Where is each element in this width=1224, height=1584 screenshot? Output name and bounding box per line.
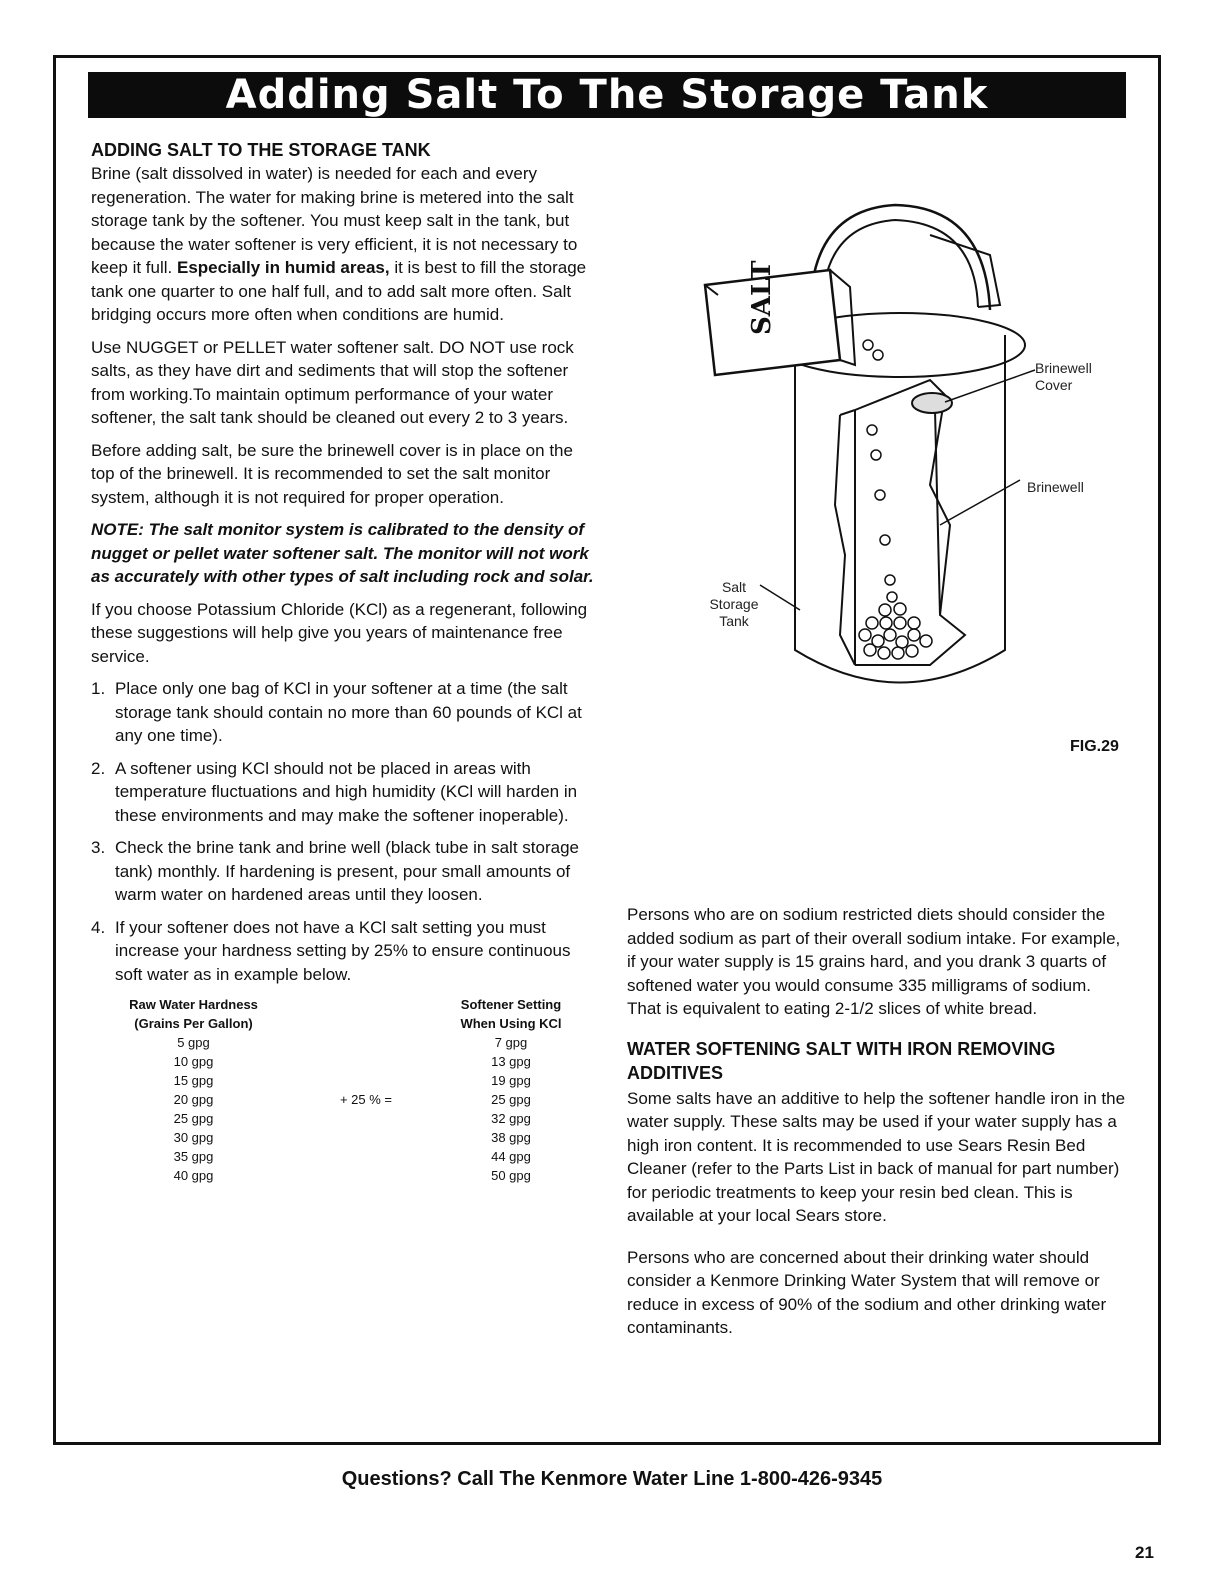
label-salt-storage-tank — [706, 579, 762, 630]
tank-body — [795, 335, 1005, 683]
table-cell: 38 gpg — [491, 1130, 531, 1145]
page-number: 21 — [1135, 1543, 1154, 1562]
list-number: 2. — [91, 758, 106, 778]
header-softener-setting: Softener Setting — [460, 997, 562, 1012]
table-cell — [296, 1166, 436, 1185]
label-line: Cover — [1035, 377, 1073, 393]
table-cell: 10 gpg — [173, 1054, 214, 1069]
table-cell: 44 gpg — [491, 1149, 531, 1164]
table-cell — [296, 1128, 436, 1147]
list-item — [91, 916, 601, 987]
salt-tank-cutaway — [855, 380, 965, 665]
list-number: 4. — [91, 917, 106, 937]
paragraph-drinking-water: Persons who are concerned about their drinking water should consider a Kenmore Drinking Water System that will remove or reduce in excess of 90% of the sodium and other drinking water contaminants. — [627, 1247, 1107, 1337]
header-spacer — [296, 995, 436, 1014]
table-cell — [296, 1071, 436, 1090]
table-cell: 40 gpg — [173, 1168, 214, 1183]
table-operator: + 25 % = — [339, 1092, 393, 1107]
table-cell: 15 gpg — [173, 1073, 214, 1088]
list-text: Place only one bag of KCl in your softener at a time (the salt storage tank should contain no more than 60 pounds of KCl at any one time). — [115, 679, 582, 745]
table-row — [91, 1147, 586, 1166]
table-cell: 25 gpg — [491, 1092, 531, 1107]
table-row — [91, 1109, 586, 1128]
table-cell: 19 gpg — [491, 1073, 531, 1088]
salt-pellets — [859, 340, 932, 659]
water-softener-illustration — [690, 195, 1130, 715]
list-item — [91, 757, 601, 828]
label-line: Brinewell — [1035, 360, 1092, 376]
paragraph-kcl-intro: If you choose Potassium Chloride (KCl) as a regenerant, following these suggestions will help give you years of maintenance free service. — [91, 599, 588, 666]
list-number: 3. — [91, 838, 106, 857]
paragraph-sodium-diet: Persons who are on sodium restricted diets should consider the added sodium as part of their overall sodium intake. For example, if your water supply is 15 grains hard, and you drank 3 quarts of softened water you would consume 335 milligrams of sodium. That is equivalent to eating 2-1/2 slices of white bread. — [627, 905, 1121, 1018]
section-heading: ADDING SALT TO THE STORAGE TANK — [91, 140, 431, 160]
table-row — [91, 1166, 586, 1185]
table-row — [91, 1033, 586, 1052]
paragraph-brinewell-cover: Before adding salt, be sure the brinewell cover is in place on the top of the brinewell. It is recommended to set the salt monitor system, although it is not required for proper operation. — [91, 440, 573, 507]
label-line: Storage — [709, 596, 759, 612]
table-cell: 7 gpg — [494, 1035, 528, 1050]
table-row — [91, 1071, 586, 1090]
list-item — [91, 677, 601, 748]
label-brinewell-cover — [1035, 360, 1092, 394]
header-grains-per-gallon: (Grains Per Gallon) — [134, 1016, 253, 1031]
label-brinewell: Brinewell — [1027, 479, 1084, 495]
list-text: A softener using KCl should not be placed in areas with temperature fluctuations and high humidity (KCl will harden in these environments and may make the softener inoperable). — [115, 758, 578, 825]
kcl-list — [91, 677, 601, 986]
list-text: If your softener does not have a KCl salt setting you must increase your hardness setting by 25% to ensure continuous soft water as in example below. — [115, 917, 571, 984]
table-cell — [296, 1052, 436, 1071]
paragraph-brine-text: Brine (salt dissolved in water) is needed for each and every regeneration. The water for making brine is metered into the salt storage tank by the softener. You must keep salt in the tank, but because the water softener is very efficient, it is not necessary to keep it full. — [91, 164, 578, 277]
left-column — [91, 138, 601, 1185]
table-cell: 35 gpg — [173, 1149, 214, 1164]
brinewell-tube — [920, 400, 940, 615]
table-header-row — [91, 1014, 586, 1033]
paragraph-brine — [91, 162, 601, 327]
note-salt-monitor: NOTE: The salt monitor system is calibrated to the density of nugget or pellet water softener salt. The monitor will not work as accurately with other types of salt including rock and solar. — [91, 520, 594, 586]
humid-areas-emphasis: Especially in humid areas, — [177, 258, 390, 277]
salt-bag — [705, 270, 855, 375]
table-cell: 20 gpg — [173, 1092, 214, 1107]
header-when-using-kcl: When Using KCl — [460, 1016, 562, 1031]
table-cell — [296, 1109, 436, 1128]
label-line: Salt — [721, 579, 747, 595]
label-line: Tank — [719, 613, 749, 629]
table-cell: 50 gpg — [491, 1168, 531, 1183]
table-row — [91, 1090, 586, 1109]
kcl-hardness-table — [91, 995, 586, 1185]
salt-bag-text: SALT — [747, 260, 777, 335]
banner-title: Adding Salt To The Storage Tank — [88, 72, 1126, 118]
table-cell: 5 gpg — [177, 1035, 210, 1050]
table-cell: 30 gpg — [173, 1130, 214, 1145]
table-cell — [296, 1033, 436, 1052]
table-cell — [296, 1147, 436, 1166]
table-row — [91, 1128, 586, 1147]
table-cell: 13 gpg — [491, 1054, 531, 1069]
table-cell: 25 gpg — [173, 1111, 214, 1126]
table-cell: 32 gpg — [491, 1111, 531, 1126]
list-number: 1. — [91, 679, 106, 698]
list-item — [91, 836, 601, 907]
paragraph-salt-type: Use NUGGET or PELLET water softener salt. DO NOT use rock salts, as they have dirt and sediments that will stop the softener from working.To maintain optimum performance of your water softener, the salt tank should be cleaned out every 2 to 3 years. — [91, 337, 574, 427]
brinewell-cover — [912, 393, 952, 413]
footer-phone-line: Questions? Call The Kenmore Water Line 1-800-426-9345 — [341, 1468, 883, 1490]
header-raw-hardness: Raw Water Hardness — [129, 997, 258, 1012]
paragraph-iron-additives: Some salts have an additive to help the softener handle iron in the water supply. These salts may be used if your water supply has a high iron content. It is recommended to use Sears Resin Bed Cleaner (refer to the Parts List in back of manual for part number) for periodic treatments to keep your resin bed clean. This is available at your local Sears store. — [627, 1088, 1126, 1225]
paragraph-brine-rest: it is best to fill the storage tank one quarter to one half full, and to add salt more often. Salt bridging occurs more often when conditions are humid. — [91, 258, 587, 324]
list-text: Check the brine tank and brine well (black tube in salt storage tank) monthly. If hardening is present, pour small amounts of warm water on hardened areas until they loosen. — [115, 838, 579, 904]
figure-number: FIG.29 — [1070, 738, 1119, 755]
table-row — [91, 1052, 586, 1071]
section-heading-iron: WATER SOFTENING SALT WITH IRON REMOVING ADDITIVES — [627, 1038, 1056, 1083]
right-column — [627, 903, 1127, 1356]
tank-lid — [810, 205, 990, 315]
table-header-row — [91, 995, 586, 1014]
header-spacer — [296, 1014, 436, 1033]
